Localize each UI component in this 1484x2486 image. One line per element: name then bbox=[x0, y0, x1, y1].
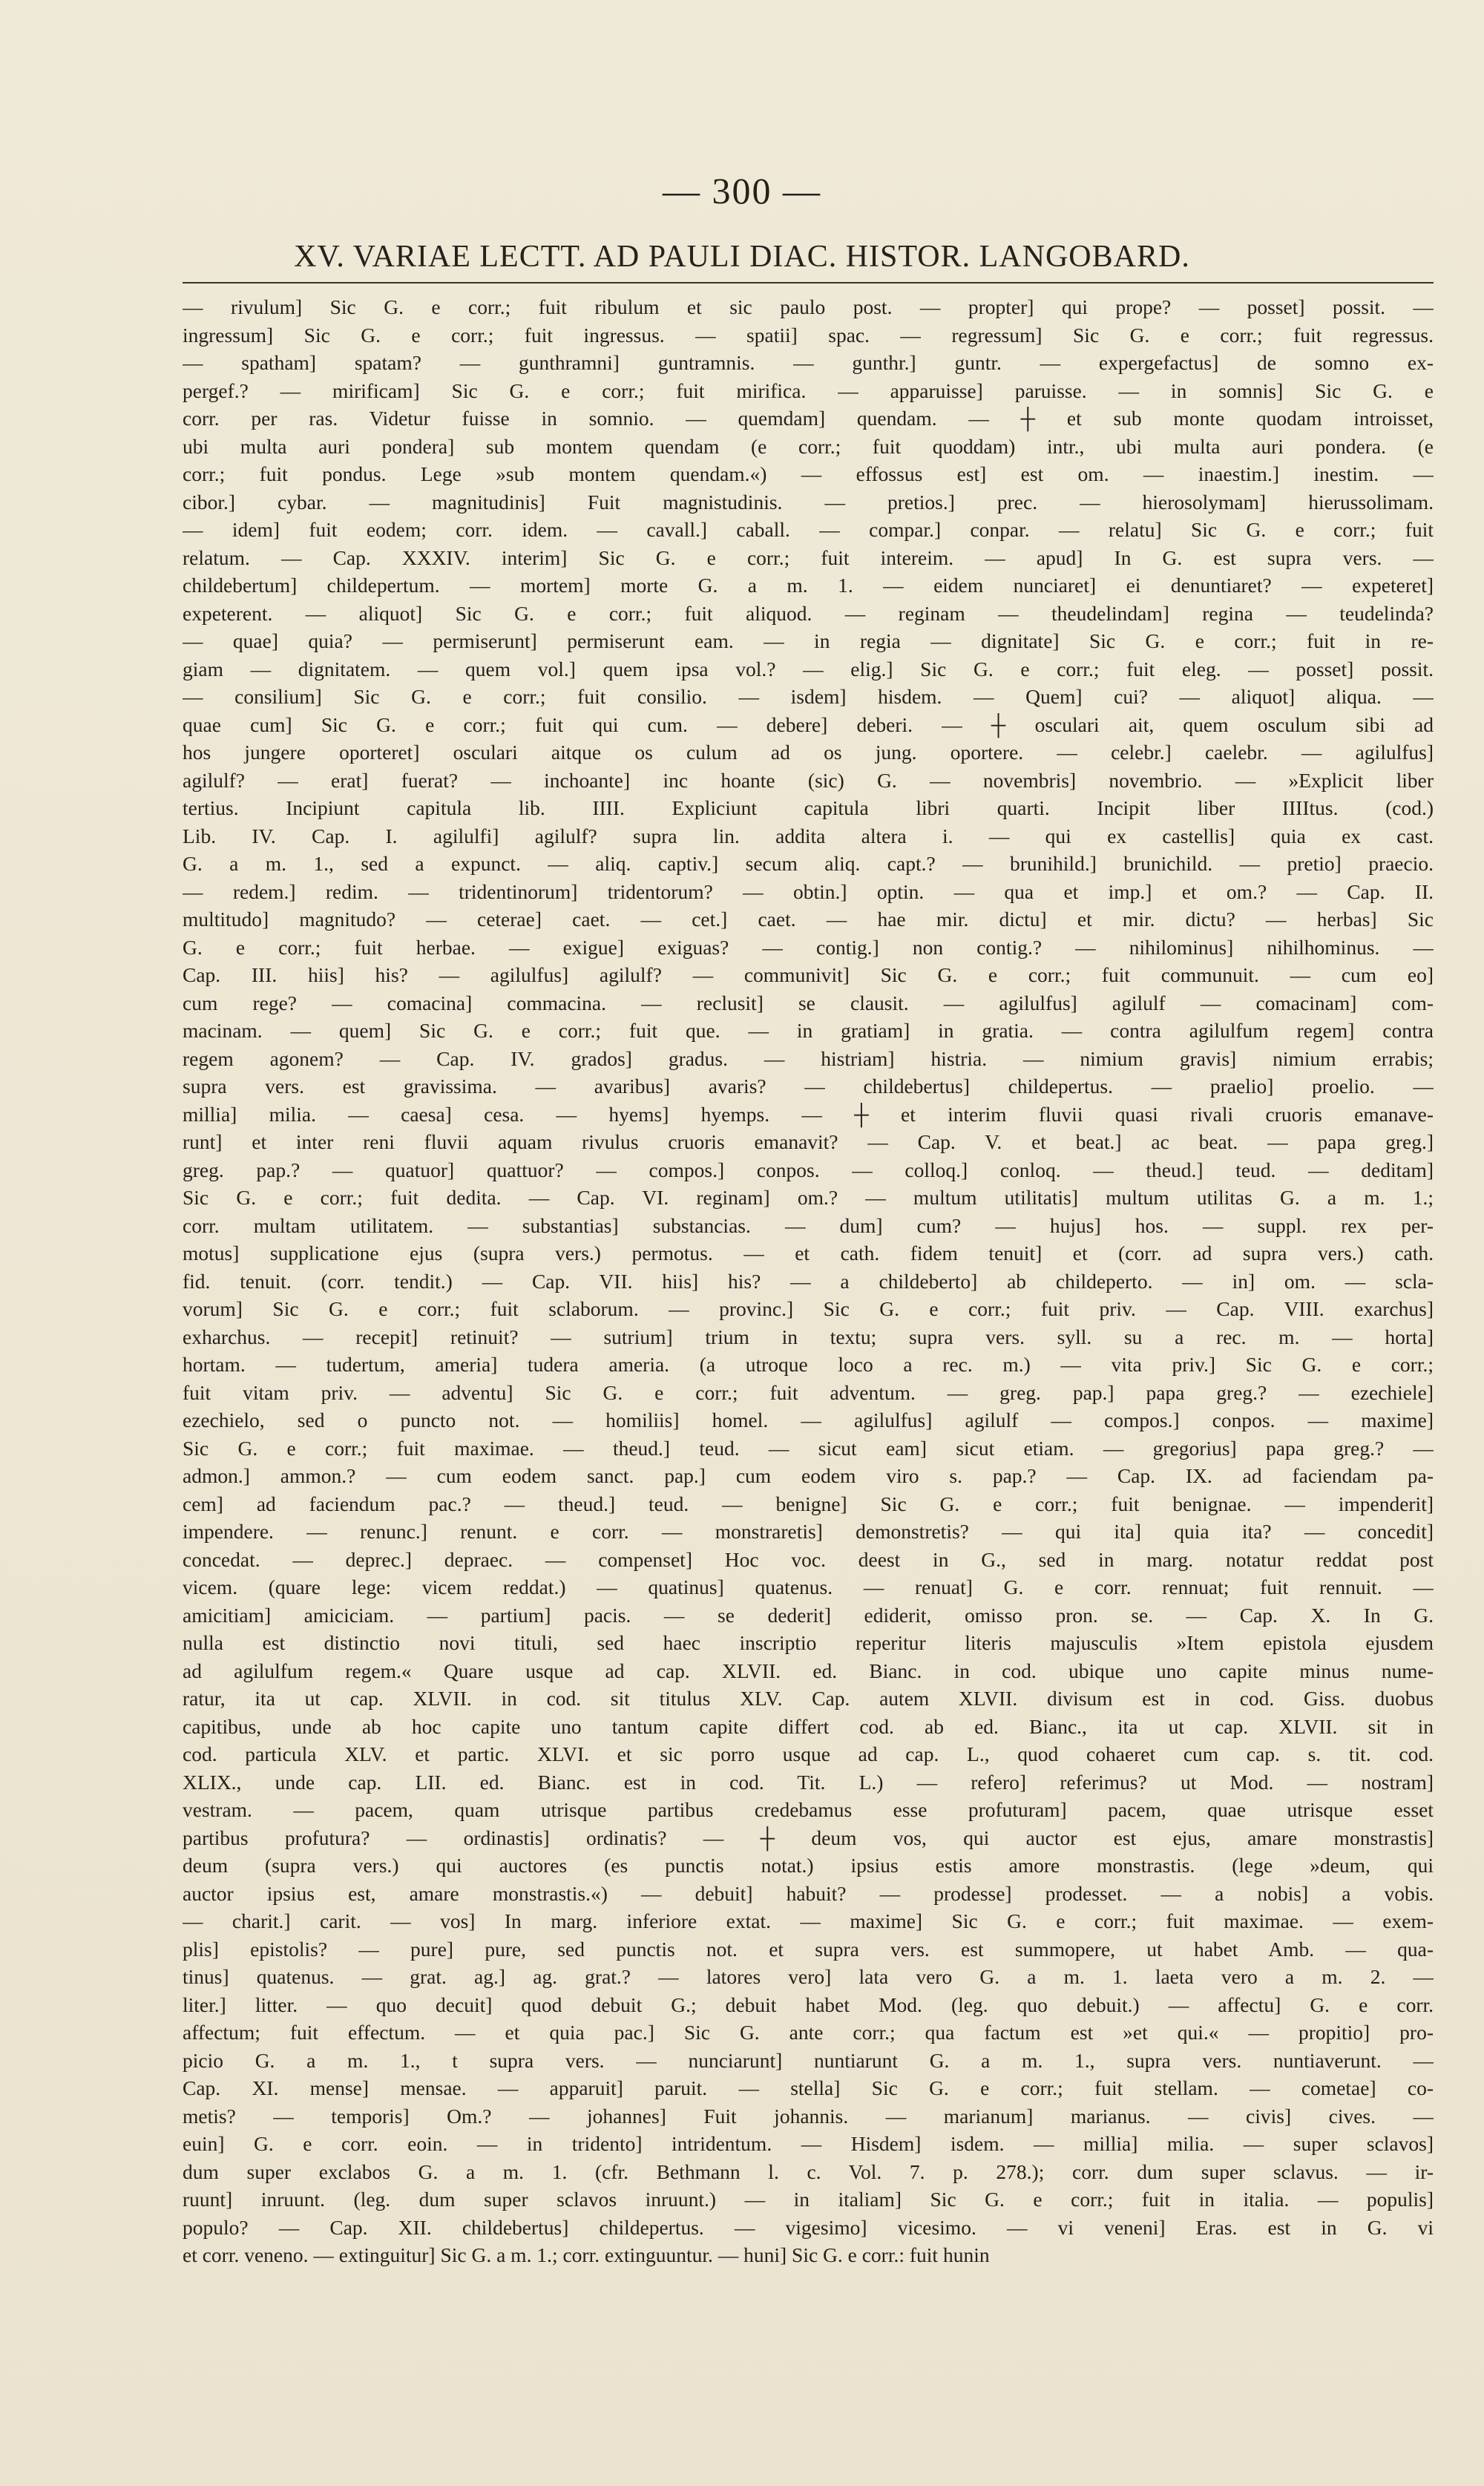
text-line: Sic G. e corr.; fuit dedita. — Cap. VI. reginam] om.? — multum utilitatis] multum utilitas G. a m. 1.; bbox=[183, 1186, 1434, 1209]
text-line: Sic G. e corr.; fuit maximae. — theud.] teud. — sicut eam] sicut etiam. — gregorius] papa greg.? — bbox=[183, 1436, 1434, 1460]
text-line: plis] epistolis? — pure] pure, sed punctis not. et supra vers. est summopere, ut habet Amb. — qua- bbox=[183, 1937, 1434, 1961]
text-line: agilulf? — erat] fuerat? — inchoante] inc hoante (sic) G. — novembris] novembrio. — »Explicit liber bbox=[183, 768, 1434, 792]
text-line: vicem. (quare lege: vicem reddat.) — quatinus] quatenus. — renuat] G. e corr. rennuat; fuit rennuit. — bbox=[183, 1575, 1434, 1598]
text-line: metis? — temporis] Om.? — johannes] Fuit johannis. — marianum] marianus. — civis] cives. — bbox=[183, 2104, 1434, 2128]
text-line: giam — dignitatem. — quem vol.] quem ipsa vol.? — elig.] Sic G. e corr.; fuit eleg. — posset] possit. bbox=[183, 657, 1434, 680]
text-line: — charit.] carit. — vos] In marg. inferiore extat. — maxime] Sic G. e corr.; fuit maximae. — exem- bbox=[183, 1909, 1434, 1932]
text-line: cibor.] cybar. — magnitudinis] Fuit magnistudinis. — pretios.] prec. — hierosolymam] hierussolimam. bbox=[183, 490, 1434, 514]
text-line: multitudo] magnitudo? — ceterae] caet. — cet.] caet. — hae mir. dictu] et mir. dictu? — herbas] Sic bbox=[183, 908, 1434, 931]
text-line: picio G. a m. 1., t supra vers. — nunciarunt] nuntiarunt G. a m. 1., supra vers. nuntiaverunt. — bbox=[183, 2048, 1434, 2072]
text-line: fuit vitam priv. — adventu] Sic G. e corr.; fuit adventum. — greg. pap.] papa greg.? — ezechiele] bbox=[183, 1380, 1434, 1404]
text-line: vestram. — pacem, quam utrisque partibus credebamus esse profuturam] pacem, quae utrisque esset bbox=[183, 1798, 1434, 1821]
text-line: amicitiam] amiciciam. — partium] pacis. — se dederit] ediderit, omisso pron. se. — Cap. X. In G. bbox=[183, 1603, 1434, 1627]
text-line: motus] supplicatione ejus (supra vers.) permotus. — et cath. fidem tenuit] et (corr. ad supra vers.) cath. bbox=[183, 1242, 1434, 1265]
text-line: — spatham] spatam? — gunthramni] guntramnis. — gunthr.] guntr. — expergefactus] de somno ex- bbox=[183, 351, 1434, 374]
text-line: hortam. — tudertum, ameria] tudera ameria. (a utroque loco a rec. m.) — vita priv.] Sic G. e corr.; bbox=[183, 1353, 1434, 1376]
text-line: ingressum] Sic G. e corr.; fuit ingressus. — spatii] spac. — regressum] Sic G. e corr.; fuit regressus. bbox=[183, 323, 1434, 347]
text-line: relatum. — Cap. XXXIV. interim] Sic G. e corr.; fuit intereim. — apud] In G. est supra vers. — bbox=[183, 545, 1434, 569]
text-line: corr. per ras. Videtur fuisse in somnio. — quemdam] quendam. — ┼ et sub monte quodam introisset, bbox=[183, 407, 1434, 430]
text-line: supra vers. est gravissima. — avaribus] avaris? — childebertus] childepertus. — praelio] proelio. — bbox=[183, 1075, 1434, 1098]
text-line: runt] et inter reni fluvii aquam rivulus cruoris emanavit? — Cap. V. et beat.] ac beat. — papa greg.] bbox=[183, 1130, 1434, 1153]
text-line: G. a m. 1., sed a expunct. — aliq. captiv.] secum aliq. capt.? — brunihild.] brunichild. — pretio] praecio. bbox=[183, 852, 1434, 875]
text-line: ratur, ita ut cap. XLVII. in cod. sit titulus XLV. Cap. autem XLVII. divisum est in cod. Giss. duobus bbox=[183, 1687, 1434, 1710]
text-line: ad agilulfum regem.« Quare usque ad cap. XLVII. ed. Bianc. in cod. ubique uno capite minus nume- bbox=[183, 1659, 1434, 1682]
text-line: exharchus. — recepit] retinuit? — sutrium] trium in textu; supra vers. syll. su a rec. m. — horta] bbox=[183, 1325, 1434, 1348]
text-line: — idem] fuit eodem; corr. idem. — cavall.] caball. — compar.] conpar. — relatu] Sic G. e corr.; fuit bbox=[183, 518, 1434, 541]
text-line: vorum] Sic G. e corr.; fuit sclaborum. — provinc.] Sic G. e corr.; fuit priv. — Cap. VIII. exarchus] bbox=[183, 1297, 1434, 1320]
text-line: macinam. — quem] Sic G. e corr.; fuit que. — in gratiam] in gratia. — contra agilulfum regem] contra bbox=[183, 1019, 1434, 1042]
text-line: ezechielo, sed o puncto not. — homiliis] homel. — agilulfus] agilulf — compos.] conpos. — maxime] bbox=[183, 1408, 1434, 1431]
text-line: dum super exclabos G. a m. 1. (cfr. Bethmann l. c. Vol. 7. p. 278.); corr. dum super sclavus. — ir- bbox=[183, 2159, 1434, 2183]
text-line: euin] G. e corr. eoin. — in tridento] intridentum. — Hisdem] isdem. — millia] milia. — super sclavos] bbox=[183, 2132, 1434, 2155]
text-line: affectum; fuit effectum. — et quia pac.] Sic G. ante corr.; qua factum est »et qui.« — propitio] pro- bbox=[183, 2021, 1434, 2044]
header-rule bbox=[183, 282, 1434, 283]
text-line: childebertum] childepertum. — mortem] morte G. a m. 1. — eidem nunciaret] ei denuntiaret? — expeteret] bbox=[183, 574, 1434, 597]
text-line: tertius. Incipiunt capitula lib. IIII. Expliciunt capitula libri quarti. Incipit liber IIIItus. (cod.) bbox=[183, 796, 1434, 819]
text-line: — redem.] redim. — tridentinorum] tridentorum? — obtin.] optin. — qua et imp.] et om.? — Cap. II. bbox=[183, 879, 1434, 903]
text-line: concedat. — deprec.] depraec. — compenset] Hoc voc. deest in G., sed in marg. notatur reddat post bbox=[183, 1547, 1434, 1571]
text-line: hos jungere oporteret] osculari aitque os culum ad os jung. oportere. — celebr.] caelebr. — agilulfus] bbox=[183, 741, 1434, 764]
text-line: cum rege? — comacina] commacina. — reclusit] se clausit. — agilulfus] agilulf — comacinam] com- bbox=[183, 991, 1434, 1014]
text-line: Cap. XI. mense] mensae. — apparuit] paruit. — stella] Sic G. e corr.; fuit stellam. — cometae] co- bbox=[183, 2076, 1434, 2099]
text-line: populo? — Cap. XII. childebertus] childepertus. — vigesimo] vicesimo. — vi veneni] Eras. est in G. vi bbox=[183, 2215, 1434, 2239]
text-line: cem] ad faciendum pac.? — theud.] teud. — benigne] Sic G. e corr.; fuit benignae. — impenderit] bbox=[183, 1492, 1434, 1515]
text-line: Lib. IV. Cap. I. agilulfi] agilulf? supra lin. addita altera i. — qui ex castellis] quia ex cast. bbox=[183, 824, 1434, 847]
text-line: greg. pap.? — quatuor] quattuor? — compos.] conpos. — colloq.] conloq. — theud.] teud. — deditam] bbox=[183, 1158, 1434, 1181]
text-line: impendere. — renunc.] renunt. e corr. — monstraretis] demonstretis? — qui ita] quia ita? — concedit] bbox=[183, 1520, 1434, 1543]
text-line: tinus] quatenus. — grat. ag.] ag. grat.? — latores vero] lata vero G. a m. 1. laeta vero a m. 2. — bbox=[183, 1965, 1434, 1988]
text-line: deum (supra vers.) qui auctores (es punctis notat.) ipsius estis amore monstrastis. (lege »deum, qui bbox=[183, 1854, 1434, 1877]
text-line: millia] milia. — caesa] cesa. — hyems] hyemps. — ┼ et interim fluvii quasi rivali cruoris emanave- bbox=[183, 1102, 1434, 1126]
text-line: ubi multa auri pondera] sub montem quendam (e corr.; fuit quoddam) intr., ubi multa auri pondera. (e bbox=[183, 434, 1434, 458]
text-line: partibus profutura? — ordinastis] ordinatis? — ┼ deum vos, qui auctor est ejus, amare monstrastis] bbox=[183, 1826, 1434, 1849]
text-line: cod. particula XLV. et partic. XLVI. et sic porro usque ad cap. L., quod cohaeret cum cap. s. tit. cod. bbox=[183, 1742, 1434, 1765]
text-line: G. e corr.; fuit herbae. — exigue] exiguas? — contig.] non contig.? — nihilominus] nihilhominus. — bbox=[183, 935, 1434, 959]
text-line: liter.] litter. — quo decuit] quod debuit G.; debuit habet Mod. (leg. quo debuit.) — affectu] G. e corr. bbox=[183, 1993, 1434, 2016]
text-line: — rivulum] Sic G. e corr.; fuit ribulum et sic paulo post. — propter] qui prope? — posset] possit. — bbox=[183, 295, 1434, 318]
page-number: — 300 — bbox=[663, 170, 821, 211]
text-line: admon.] ammon.? — cum eodem sanct. pap.] cum eodem viro s. pap.? — Cap. IX. ad faciendam pa- bbox=[183, 1464, 1434, 1487]
text-line: corr. multam utilitatem. — substantias] substancias. — dum] cum? — hujus] hos. — suppl. rex per- bbox=[183, 1213, 1434, 1237]
text-line: Cap. III. hiis] his? — agilulfus] agilulf? — communivit] Sic G. e corr.; fuit communuit. — cum eo] bbox=[183, 963, 1434, 986]
running-head: XV. VARIAE LECTT. AD PAULI DIAC. HISTOR. LANGOBARD. bbox=[294, 240, 1190, 274]
text-line: nulla est distinctio novi tituli, sed haec inscriptio reperitur literis majusculis »Item epistola ejusdem bbox=[183, 1631, 1434, 1654]
text-line: et corr. veneno. — extinguitur] Sic G. a m. 1.; corr. extinguuntur. — huni] Sic G. e corr.: fuit hunin bbox=[183, 2243, 990, 2266]
text-line: auctor ipsius est, amare monstrastis.«) — debuit] habuit? — prodesse] prodesset. — a nobis] a vobis. bbox=[183, 1881, 1434, 1905]
text-line: pergef.? — mirificam] Sic G. e corr.; fuit mirifica. — apparuisse] paruisse. — in somnis] Sic G. e bbox=[183, 378, 1434, 402]
text-line: quae cum] Sic G. e corr.; fuit qui cum. — debere] deberi. — ┼ osculari ait, quem osculum sibi ad bbox=[183, 712, 1434, 736]
text-line: capitibus, unde ab hoc capite uno tantum capite differt cod. ab ed. Bianc., ita ut cap. XLVII. sit in bbox=[183, 1714, 1434, 1738]
apparatus-text bbox=[183, 293, 1434, 2269]
text-line: — consilium] Sic G. e corr.; fuit consilio. — isdem] hisdem. — Quem] cui? — aliquot] aliqua. — bbox=[183, 685, 1434, 708]
text-line: regem agonem? — Cap. IV. grados] gradus. — histriam] histria. — nimium gravis] nimium errabis; bbox=[183, 1046, 1434, 1070]
text-line: ruunt] inruunt. (leg. dum super sclavos inruunt.) — in italiam] Sic G. e corr.; fuit in italia. — populis] bbox=[183, 2188, 1434, 2211]
text-line: fid. tenuit. (corr. tendit.) — Cap. VII. hiis] his? — a childeberto] ab childeperto. — in] om. — scla- bbox=[183, 1269, 1434, 1293]
text-line: XLIX., unde cap. LII. ed. Bianc. est in cod. Tit. L.) — refero] referimus? ut Mod. — nostram] bbox=[183, 1770, 1434, 1794]
text-line: expeterent. — aliquot] Sic G. e corr.; fuit aliquod. — reginam — theudelindam] regina — teudelinda? bbox=[183, 601, 1434, 625]
text-line: — quae] quia? — permiserunt] permiserunt eam. — in regia — dignitate] Sic G. e corr.; fuit in re- bbox=[183, 629, 1434, 652]
text-line: corr.; fuit pondus. Lege »sub montem quendam.«) — effossus est] est om. — inaestim.] inestim. — bbox=[183, 462, 1434, 485]
